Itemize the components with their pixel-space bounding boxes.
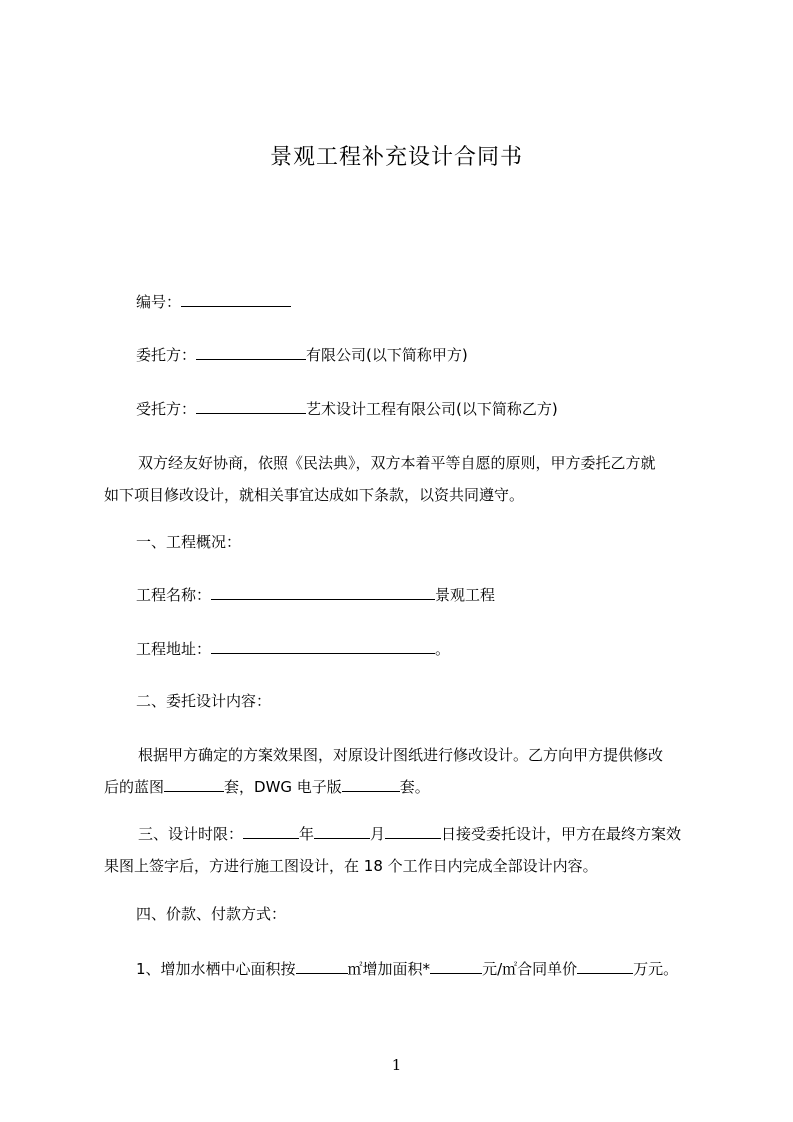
item1-text-a: 1、增加水栖中心面积按 bbox=[136, 960, 296, 978]
year-label: 年 bbox=[299, 825, 315, 843]
client-suffix: 有限公司(以下简称甲方) bbox=[306, 346, 468, 364]
section2-heading: 二、委托设计内容： bbox=[136, 692, 272, 710]
client-line bbox=[136, 344, 468, 365]
contract-number-blank[interactable] bbox=[181, 291, 291, 307]
unit-price-blank[interactable] bbox=[430, 958, 482, 974]
item1-text-c: 元/㎡合同单价 bbox=[482, 960, 578, 978]
item1-text-d: 万元。 bbox=[633, 960, 679, 978]
item1-text-b: ㎡增加面积* bbox=[347, 960, 431, 978]
document-title: 景观工程补充设计合同书 bbox=[269, 145, 523, 170]
section2-line-1: 根据甲方确定的方案效果图，对原设计图纸进行修改设计。乙方向甲方提供修改 bbox=[138, 746, 664, 764]
day-blank[interactable] bbox=[385, 823, 441, 839]
month-label: 月 bbox=[370, 825, 386, 843]
contractor-line bbox=[136, 398, 558, 419]
day-text: 日接受委托设计，甲方在最终方案效 bbox=[441, 825, 682, 843]
contractor-suffix: 艺术设计工程有限公司(以下简称乙方) bbox=[306, 400, 558, 418]
section2-paragraph bbox=[104, 739, 714, 803]
total-amount-blank[interactable] bbox=[577, 958, 633, 974]
section4-heading: 四、价款、付款方式： bbox=[136, 905, 287, 923]
page-number: 1 bbox=[391, 1056, 402, 1074]
section3-line-1 bbox=[104, 818, 714, 850]
dwg-label: 套，DWG 电子版 bbox=[224, 778, 342, 796]
contract-number-label: 编号： bbox=[136, 293, 182, 311]
section2-line-2 bbox=[104, 771, 714, 803]
intro-line-2: 如下项目修改设计，就相关事宜达成如下条款，以资共同遵守。 bbox=[104, 486, 525, 504]
contract-number-line bbox=[136, 291, 291, 312]
intro-line-1: 双方经友好协商，依照《民法典》，双方本着平等自愿的原则，甲方委托乙方就 bbox=[138, 454, 656, 472]
month-blank[interactable] bbox=[314, 823, 370, 839]
area-blank[interactable] bbox=[296, 958, 348, 974]
year-blank[interactable] bbox=[243, 823, 299, 839]
project-address-line bbox=[136, 638, 450, 659]
project-name-blank[interactable] bbox=[211, 584, 435, 600]
dwg-sets-blank[interactable] bbox=[342, 776, 400, 792]
project-address-suffix: 。 bbox=[435, 640, 451, 658]
intro-paragraph bbox=[104, 447, 714, 511]
project-name-label: 工程名称： bbox=[136, 586, 212, 604]
dwg-suffix: 套。 bbox=[399, 778, 430, 796]
client-name-blank[interactable] bbox=[196, 344, 306, 360]
design-time-label: 三、设计时限： bbox=[138, 825, 244, 843]
project-address-blank[interactable] bbox=[211, 638, 435, 654]
project-name-line bbox=[136, 584, 495, 605]
section3-line-2: 果图上签字后，方进行施工图设计，在 18 个工作日内完成全部设计内容。 bbox=[104, 857, 598, 875]
payment-item-1 bbox=[136, 958, 678, 979]
section3-paragraph bbox=[104, 818, 714, 882]
contractor-label: 受托方： bbox=[136, 400, 197, 418]
contractor-name-blank[interactable] bbox=[196, 398, 306, 414]
blueprint-label: 后的蓝图 bbox=[104, 778, 165, 796]
blueprint-sets-blank[interactable] bbox=[164, 776, 224, 792]
section1-heading: 一、工程概况： bbox=[136, 533, 242, 551]
client-label: 委托方： bbox=[136, 346, 197, 364]
project-name-suffix: 景观工程 bbox=[435, 586, 496, 604]
project-address-label: 工程地址： bbox=[136, 640, 212, 658]
